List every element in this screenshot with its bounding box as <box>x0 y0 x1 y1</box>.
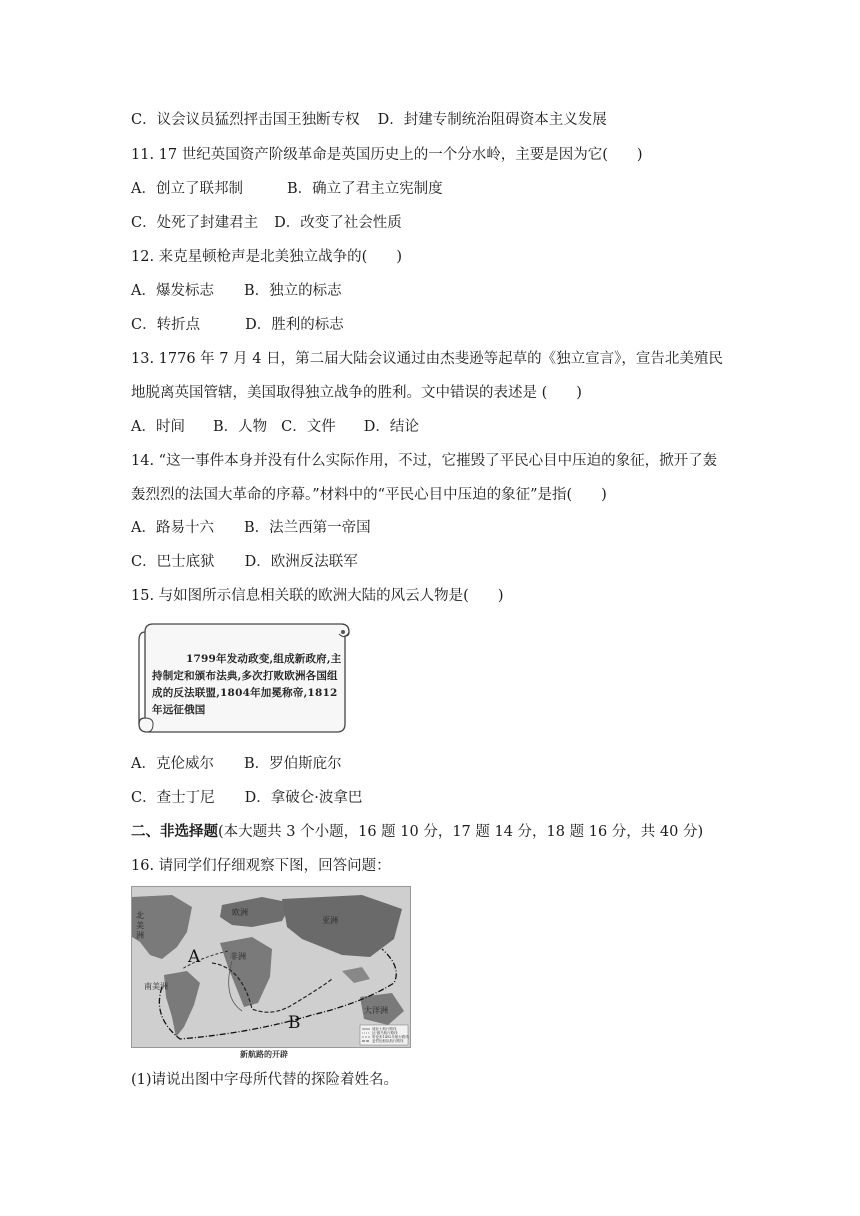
legend-item-3: 哥伦布1492年航行路线 <box>372 1035 409 1039</box>
label-africa: 非洲 <box>230 952 246 961</box>
label-south-america: 南美洲 <box>144 982 168 991</box>
label-asia: 亚洲 <box>322 916 338 925</box>
option-d: D．拿破仑·波拿巴 <box>244 790 363 806</box>
map-letter-b: B <box>288 1013 301 1033</box>
option-a: A．克伦威尔 <box>131 756 214 772</box>
option-b: B．人物 <box>212 419 268 435</box>
option-c: C．文件 <box>281 419 336 435</box>
option-d: D．胜利的标志 <box>245 317 344 333</box>
legend-item-1: 迪亚士航行路线 <box>372 1027 397 1031</box>
question-14-line2: 轰烈烈的法国大革命的序幕。”材料中的“平民心目中压迫的象征”是指( ) <box>131 487 607 503</box>
question-12: 12. 来克星顿枪声是北美独立战争的( ) <box>131 249 402 265</box>
question-16-part-1: (1)请说出图中字母所代替的探险着姓名。 <box>131 1072 399 1088</box>
q12-options-cd <box>131 315 344 335</box>
q13-options <box>131 417 419 437</box>
option-d: D．结论 <box>363 419 419 435</box>
q10-options-cd <box>131 110 607 130</box>
section-2-description: (本大题共 3 个小题，16 题 10 分，17 题 14 分，18 题 16 分，共 40 分) <box>218 824 704 840</box>
label-north-america: 北美洲 <box>136 911 144 940</box>
question-13-line2: 地脱离英国管辖，美国取得独立战争的胜利。文中错误的表述是 ( ) <box>131 385 582 401</box>
q11-options-cd <box>131 213 402 233</box>
option-b: B．独立的标志 <box>243 283 342 299</box>
option-a: A．时间 <box>131 419 185 435</box>
new-sea-routes-map <box>131 886 411 1048</box>
option-a: A．爆发标志 <box>131 283 214 299</box>
option-d: D．欧洲反法联军 <box>244 554 358 570</box>
option-c: C．查士丁尼 <box>131 790 215 806</box>
option-d: D．改变了社会性质 <box>274 215 402 231</box>
question-13-line1: 13. 1776 年 7 月 4 日，第二届大陆会议通过由杰斐逊等起草的《独立宣言》，宣告北美殖民 <box>131 351 723 367</box>
option-d: D．封建专制统治阻碍资本主义发展 <box>377 112 607 128</box>
legend-item-4: 麦哲伦船队航行路线 <box>372 1039 404 1043</box>
option-a: A．创立了联邦制 <box>131 181 243 197</box>
question-14-line1: 14. “这一事件本身并没有什么实际作用，不过，它摧毁了平民心目中压迫的象征，掀开了轰 <box>131 453 718 469</box>
option-c: C．议会议员猛烈抨击国王独断专权 <box>131 112 360 128</box>
q14-options-ab <box>131 518 371 538</box>
map-caption: 新航路的开辟 <box>240 1049 288 1059</box>
option-c: C．处死了封建君主 <box>131 215 259 231</box>
label-europe: 欧洲 <box>232 908 248 917</box>
option-c: C．转折点 <box>131 317 201 333</box>
option-a: A．路易十六 <box>131 520 214 536</box>
option-b: B．确立了君主立宪制度 <box>286 181 443 197</box>
q15-options-cd <box>131 788 362 808</box>
question-16: 16. 请同学们仔细观察下图，回答问题： <box>131 858 391 874</box>
section-2-header <box>131 822 703 842</box>
question-11: 11. 17 世纪英国资产阶级革命是英国历史上的一个分水岭，主要是因为它( ) <box>131 147 643 163</box>
option-c: C．巴士底狱 <box>131 554 215 570</box>
section-2-title: 二、非选择题 <box>131 823 218 840</box>
legend-item-2: 达·伽马航行路线 <box>372 1031 398 1035</box>
scroll-text: 1799年发动政变,组成新政府,主持制定和颁布法典,多次打败欧洲各国组成的反法联盟,1804年加冕称帝,1812年远征俄国 <box>152 653 342 716</box>
q11-options-ab <box>131 179 443 199</box>
question-15: 15. 与如图所示信息相关联的欧洲大陆的风云人物是( ) <box>131 588 504 604</box>
map-letter-a: A <box>188 947 201 967</box>
q15-options-ab <box>131 754 342 774</box>
option-b: B．罗伯斯庇尔 <box>243 756 342 772</box>
label-oceania: 大洋洲 <box>364 1006 388 1015</box>
q12-options-ab <box>131 281 342 301</box>
q14-options-cd <box>131 552 358 572</box>
option-b: B．法兰西第一帝国 <box>243 520 371 536</box>
